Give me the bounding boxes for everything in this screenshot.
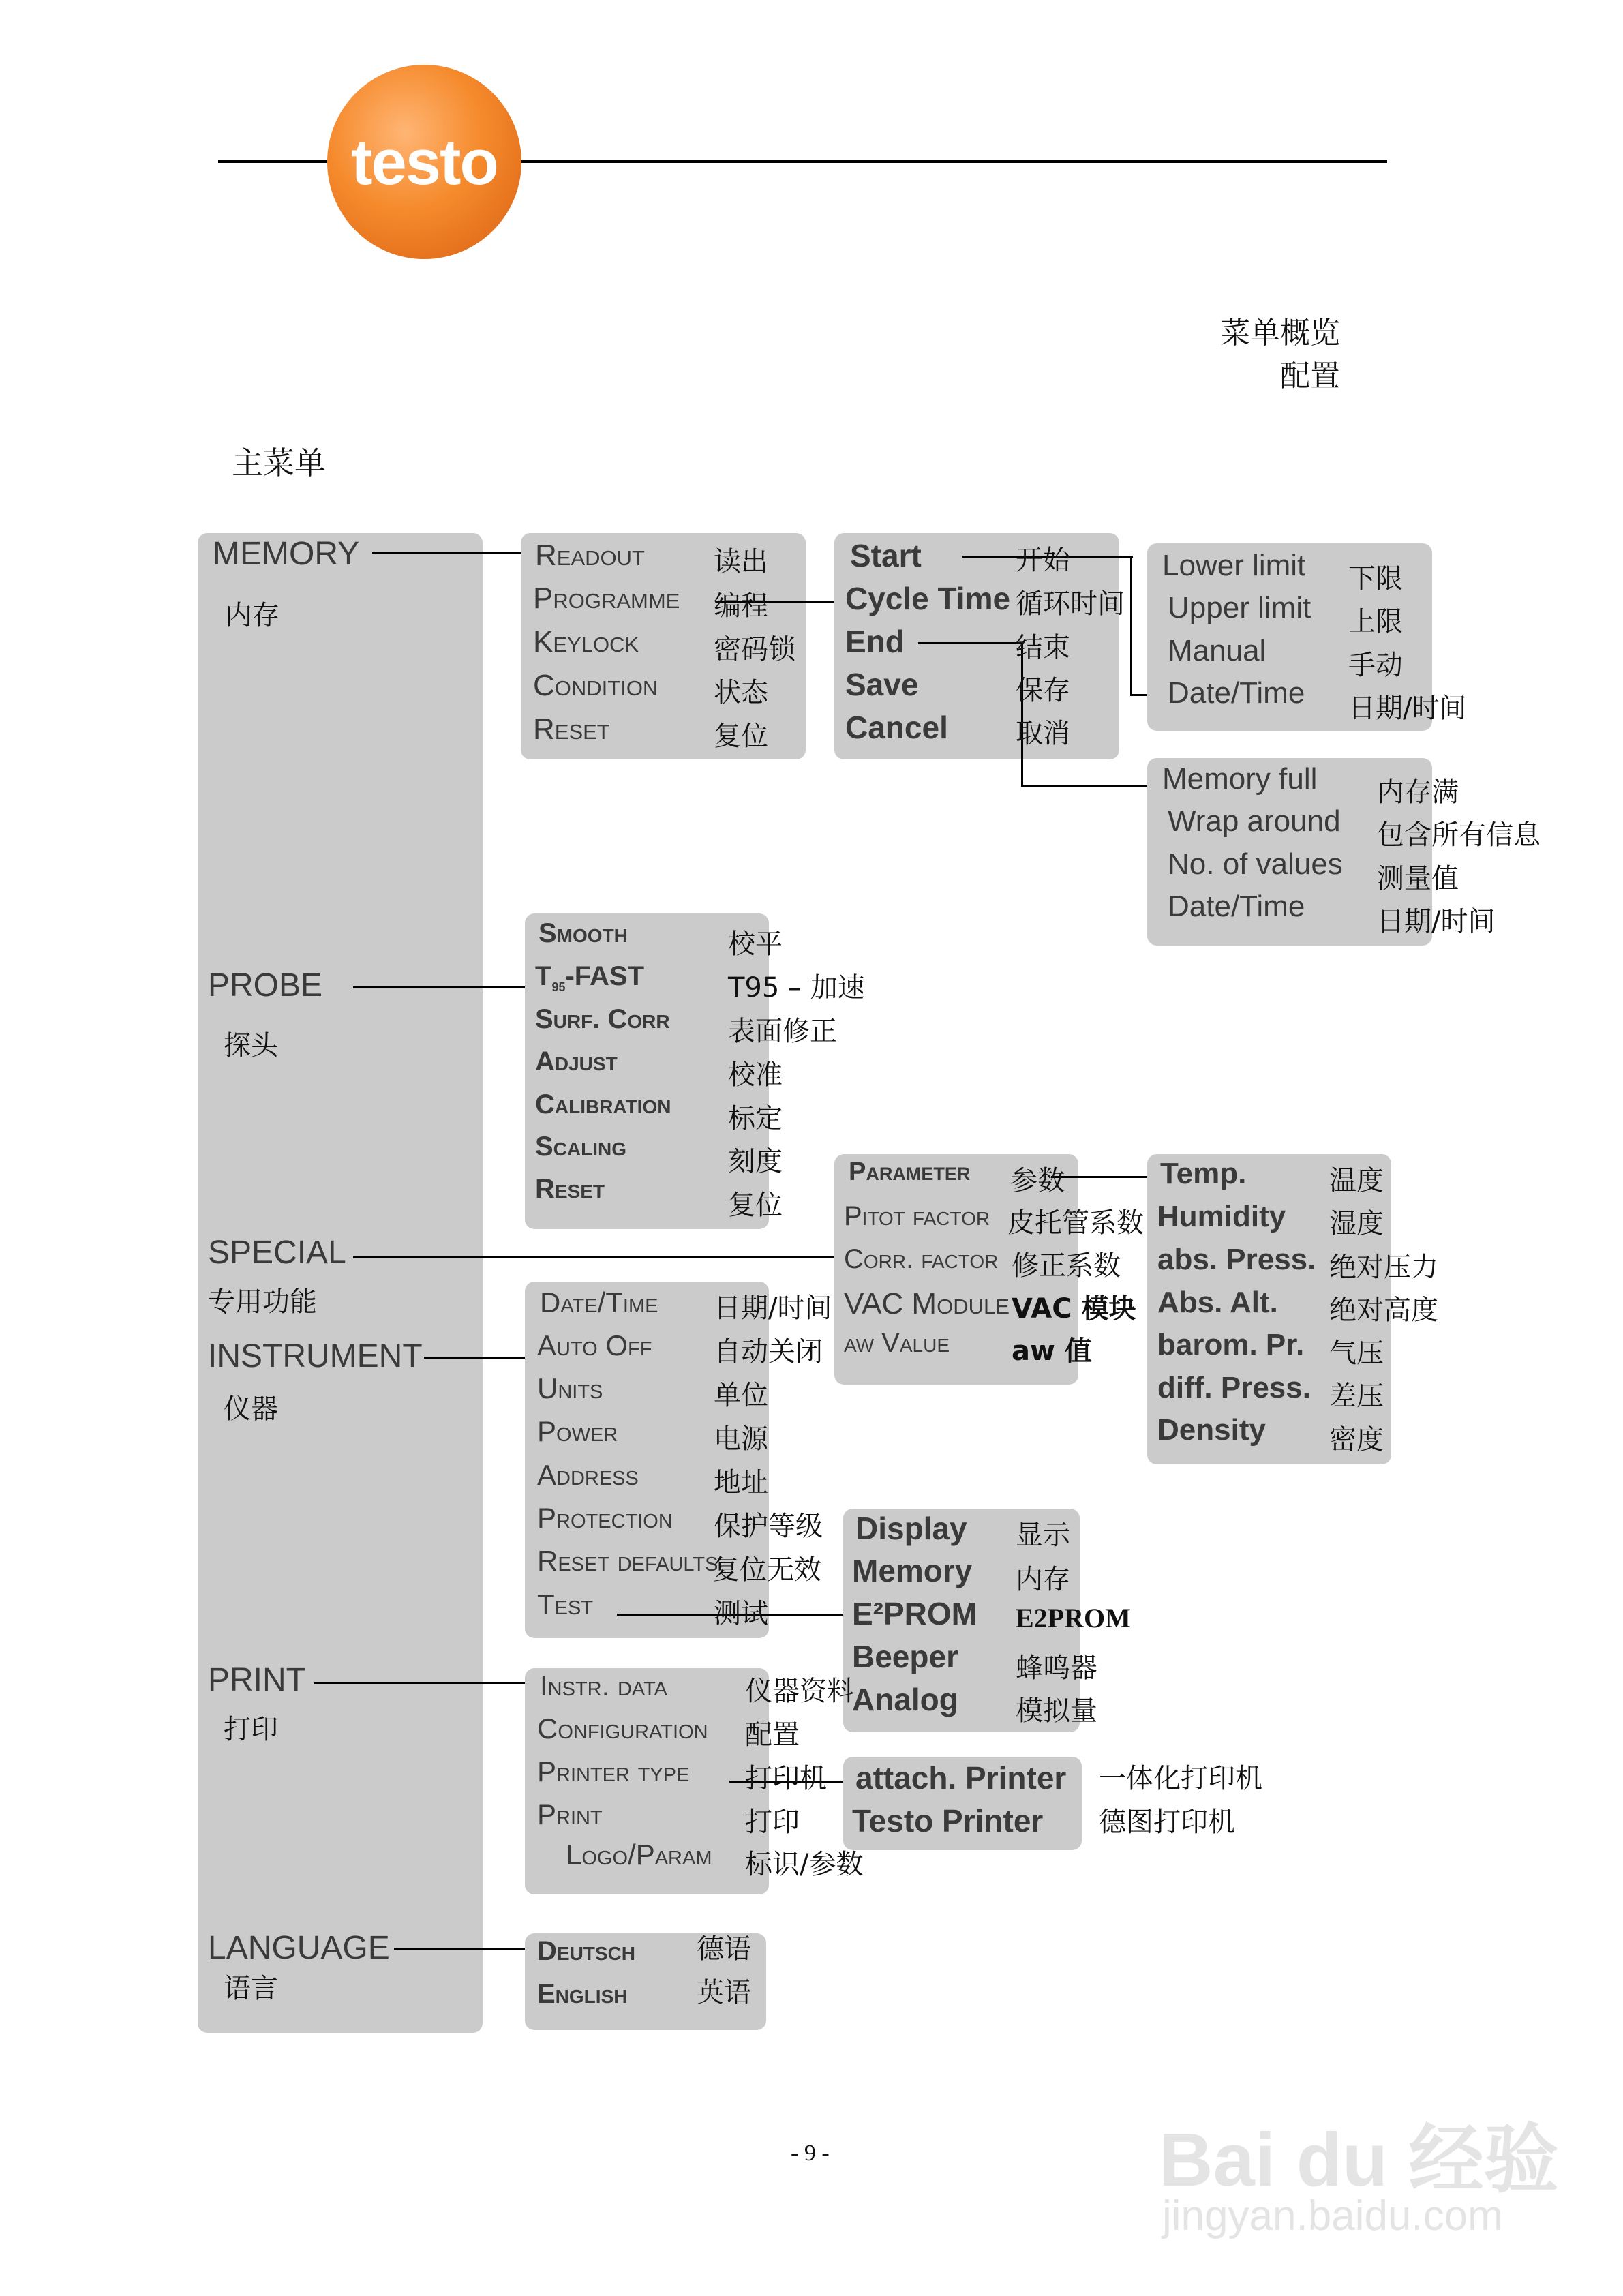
main-item-memory[interactable]: MEMORY — [213, 536, 360, 572]
memory-item-programme-cn: 编程 — [714, 590, 768, 622]
connector-instrument — [424, 1357, 525, 1359]
instrument-item-test[interactable]: Test — [537, 1588, 594, 1620]
instrument-item-date-time[interactable]: Date/Time — [540, 1286, 658, 1318]
instrument-item-address[interactable]: Address — [537, 1459, 639, 1491]
start-item-upper-limit-cn: 上限 — [1348, 606, 1403, 637]
instrument-item-auto-off-cn: 自动关闭 — [714, 1336, 823, 1368]
main-item-special-cn: 专用功能 — [208, 1286, 317, 1318]
probe-item-smooth[interactable]: Smooth — [539, 918, 628, 948]
printer-item-testo-printer-cn: 德图打印机 — [1099, 1807, 1235, 1838]
main-item-instrument-cn: 仪器 — [224, 1393, 278, 1425]
connector-special — [353, 1256, 834, 1258]
probe-item-calibration-cn: 标定 — [728, 1103, 783, 1134]
printer-item-attach-printer[interactable]: attach. Printer — [855, 1760, 1067, 1796]
probe-item-scaling-cn: 刻度 — [728, 1146, 783, 1177]
connector-memory — [372, 552, 521, 554]
probe-item-reset[interactable]: Reset — [535, 1174, 605, 1204]
connector-end-memory — [1021, 785, 1147, 787]
header-rule-right — [521, 160, 1387, 163]
probe-item-adjust[interactable]: Adjust — [535, 1046, 618, 1076]
connector-start-vertical — [1130, 556, 1132, 695]
print-item-configuration-cn: 配置 — [745, 1719, 800, 1751]
main-item-instrument[interactable]: INSTRUMENT — [208, 1338, 423, 1374]
t95-subscript: 95 — [551, 980, 566, 994]
programme-item-cancel-cn: 取消 — [1016, 718, 1070, 749]
printer-item-testo-printer[interactable]: Testo Printer — [852, 1803, 1044, 1839]
memory-item-reset-cn: 复位 — [714, 721, 768, 752]
t95-prefix: T — [535, 961, 552, 991]
programme-item-save-cn: 保存 — [1016, 675, 1070, 706]
connector-end — [918, 642, 1022, 644]
programme-item-cycle-time-cn: 循环时间 — [1016, 588, 1125, 620]
start-item-lower-limit-cn: 下限 — [1348, 563, 1403, 594]
main-item-probe-cn: 探头 — [224, 1030, 278, 1061]
parameter-item-abs-alt-cn: 绝对高度 — [1329, 1295, 1438, 1326]
end-item-memory-full[interactable]: Memory full — [1162, 762, 1318, 796]
instrument-item-auto-off[interactable]: Auto Off — [537, 1329, 652, 1361]
print-item-logo-param[interactable]: Logo/Param — [566, 1839, 712, 1871]
main-item-memory-cn: 内存 — [225, 600, 279, 631]
special-item-aw-value[interactable]: aw Value — [844, 1328, 950, 1358]
probe-item-adjust-cn: 校准 — [728, 1059, 783, 1091]
parameter-item-abs-press[interactable]: abs. Press. — [1157, 1243, 1316, 1276]
main-item-special[interactable]: SPECIAL — [208, 1235, 346, 1271]
end-item-memory-full-cn: 内存满 — [1377, 776, 1459, 808]
testo-logo — [327, 65, 521, 259]
memory-item-keylock-cn: 密码锁 — [714, 634, 795, 665]
print-item-instr-data-cn: 仪器资料 — [745, 1676, 854, 1707]
main-item-print-cn: 打印 — [224, 1714, 278, 1745]
memory-item-keylock[interactable]: Keylock — [533, 625, 639, 659]
special-item-pitot-factor-cn: 皮托管系数 — [1007, 1207, 1144, 1239]
special-item-aw-value-cn: aw 值 — [1012, 1335, 1092, 1367]
probe-item-t95-fast[interactable] — [535, 961, 644, 995]
language-item-deutsch-cn: 德语 — [697, 1933, 751, 1965]
main-menu-heading: 主菜单 — [232, 444, 326, 481]
test-item-memory[interactable]: Memory — [852, 1553, 973, 1588]
parameter-item-barom-pr[interactable]: barom. Pr. — [1157, 1328, 1305, 1361]
main-item-probe[interactable]: PROBE — [208, 967, 323, 1003]
special-item-corr-factor-cn: 修正系数 — [1012, 1250, 1121, 1282]
watermark-url: jingyan.baidu.com — [1162, 2192, 1503, 2239]
connector-print — [314, 1682, 525, 1684]
end-item-date-time-cn: 日期/时间 — [1377, 906, 1496, 937]
parameter-item-temp[interactable]: Temp. — [1160, 1157, 1247, 1190]
print-item-configuration[interactable]: Configuration — [537, 1712, 708, 1744]
end-item-wrap-around-cn: 包含所有信息 — [1377, 819, 1541, 851]
print-item-instr-data[interactable]: Instr. data — [540, 1670, 667, 1702]
probe-item-surf-corr-cn: 表面修正 — [728, 1016, 837, 1047]
instrument-item-units-cn: 单位 — [714, 1380, 768, 1411]
language-item-english[interactable]: English — [537, 1979, 628, 2009]
page-title: 菜单概览 — [1220, 316, 1340, 350]
memory-item-condition[interactable]: Condition — [533, 669, 658, 702]
instrument-item-protection-cn: 保护等级 — [714, 1511, 823, 1542]
special-item-vac-module[interactable]: VAC Module — [844, 1287, 1010, 1320]
t95-suffix: -FAST — [565, 961, 645, 991]
start-item-manual-cn: 手动 — [1348, 650, 1403, 681]
special-item-corr-factor[interactable]: Corr. factor — [844, 1244, 999, 1274]
main-item-print[interactable]: PRINT — [208, 1662, 306, 1698]
parameter-item-humidity-cn: 湿度 — [1329, 1208, 1384, 1239]
parameter-item-density-cn: 密度 — [1329, 1424, 1384, 1455]
test-item-analog-cn: 模拟量 — [1016, 1695, 1097, 1727]
memory-item-reset[interactable]: Reset — [533, 712, 610, 746]
connector-parameter — [1051, 1176, 1147, 1178]
main-item-language-cn: 语言 — [224, 1973, 278, 2004]
page-number: - 9 - — [791, 2141, 830, 2166]
parameter-item-abs-alt[interactable]: Abs. Alt. — [1157, 1286, 1278, 1319]
logo-text: testo — [351, 125, 498, 198]
instrument-item-address-cn: 地址 — [714, 1467, 768, 1498]
print-item-logo-param-cn: 标识/参数 — [745, 1849, 864, 1880]
instrument-item-date-time-cn: 日期/时间 — [714, 1293, 832, 1324]
end-item-no-of-values-cn: 测量值 — [1377, 863, 1459, 894]
test-item-memory-cn: 内存 — [1016, 1564, 1070, 1595]
end-item-date-time[interactable]: Date/Time — [1168, 890, 1305, 923]
page-subtitle: 配置 — [1280, 359, 1340, 393]
programme-item-save[interactable]: Save — [845, 667, 919, 702]
memory-item-condition-cn: 状态 — [714, 677, 768, 708]
probe-item-reset-cn: 复位 — [728, 1190, 783, 1221]
test-item-e2prom[interactable]: E²PROM — [852, 1596, 977, 1631]
programme-item-cycle-time[interactable]: Cycle Time — [845, 581, 1011, 616]
language-item-deutsch[interactable]: Deutsch — [537, 1936, 636, 1966]
test-item-display[interactable]: Display — [855, 1511, 967, 1546]
connector-start-end — [1130, 694, 1147, 696]
print-item-print-cn: 打印 — [745, 1807, 800, 1838]
parameter-item-abs-press-cn: 绝对压力 — [1329, 1252, 1438, 1283]
memory-item-readout[interactable]: Readout — [535, 539, 645, 572]
start-item-manual[interactable]: Manual — [1168, 634, 1266, 667]
instrument-item-power-cn: 电源 — [714, 1423, 768, 1455]
test-item-e2prom-cn: E2PROM — [1016, 1603, 1131, 1633]
test-item-beeper[interactable]: Beeper — [852, 1639, 958, 1674]
print-item-printer-type[interactable]: Printer type — [537, 1755, 690, 1787]
end-item-no-of-values[interactable]: No. of values — [1168, 847, 1343, 881]
test-item-beeper-cn: 蜂鸣器 — [1016, 1652, 1097, 1684]
programme-item-cancel[interactable]: Cancel — [845, 710, 948, 745]
memory-item-programme[interactable]: Programme — [533, 581, 680, 615]
instrument-item-reset-defaults-cn: 复位无效 — [712, 1554, 821, 1586]
probe-item-surf-corr[interactable]: Surf. Corr — [535, 1004, 670, 1034]
instrument-item-reset-defaults[interactable]: Reset defaults — [537, 1545, 718, 1577]
probe-item-smooth-cn: 校平 — [728, 928, 783, 960]
instrument-item-protection[interactable]: Protection — [537, 1502, 673, 1534]
parameter-item-humidity[interactable]: Humidity — [1157, 1200, 1286, 1233]
start-item-lower-limit[interactable]: Lower limit — [1162, 549, 1306, 582]
print-item-print[interactable]: Print — [537, 1798, 603, 1830]
programme-item-end[interactable]: End — [845, 624, 905, 659]
start-item-date-time[interactable]: Date/Time — [1168, 676, 1305, 710]
language-item-english-cn: 英语 — [697, 1977, 751, 2008]
test-item-display-cn: 显示 — [1016, 1520, 1070, 1551]
print-item-printer-type-cn: 打印机 — [745, 1763, 827, 1794]
programme-item-start[interactable]: Start — [850, 538, 922, 573]
instrument-item-test-cn: 测试 — [714, 1598, 768, 1629]
start-item-upper-limit[interactable]: Upper limit — [1168, 591, 1311, 624]
printer-item-attach-printer-cn: 一体化打印机 — [1099, 1763, 1262, 1794]
start-item-date-time-cn: 日期/时间 — [1348, 693, 1467, 724]
probe-item-calibration[interactable]: Calibration — [535, 1089, 671, 1119]
watermark-brand: Bai du 经验 — [1159, 2118, 1559, 2202]
memory-item-readout-cn: 读出 — [714, 546, 768, 577]
special-item-parameter-cn: 参数 — [1010, 1165, 1065, 1196]
parameter-item-diff-press-cn: 差压 — [1329, 1380, 1384, 1412]
special-item-pitot-factor[interactable]: Pitot factor — [844, 1201, 990, 1231]
header-rule-left — [218, 160, 327, 163]
parameter-item-barom-pr-cn: 气压 — [1329, 1338, 1384, 1369]
instrument-item-power[interactable]: Power — [537, 1415, 618, 1447]
parameter-item-density[interactable]: Density — [1157, 1413, 1266, 1447]
connector-probe — [353, 986, 525, 988]
connector-language — [394, 1948, 525, 1950]
end-item-wrap-around[interactable]: Wrap around — [1168, 804, 1341, 838]
programme-item-start-cn: 开始 — [1016, 545, 1070, 576]
instrument-item-units[interactable]: Units — [537, 1372, 603, 1404]
probe-item-scaling[interactable]: Scaling — [535, 1132, 627, 1162]
special-item-parameter[interactable]: Parameter — [849, 1158, 971, 1186]
test-item-analog[interactable]: Analog — [852, 1682, 958, 1717]
probe-item-t95-fast-cn: T95 – 加速 — [728, 972, 865, 1003]
special-item-vac-module-cn: VAC 模块 — [1012, 1293, 1136, 1325]
parameter-item-diff-press[interactable]: diff. Press. — [1157, 1371, 1311, 1404]
programme-item-end-cn: 结束 — [1016, 632, 1070, 663]
main-item-language[interactable]: LANGUAGE — [208, 1930, 390, 1966]
parameter-item-temp-cn: 温度 — [1329, 1165, 1384, 1196]
